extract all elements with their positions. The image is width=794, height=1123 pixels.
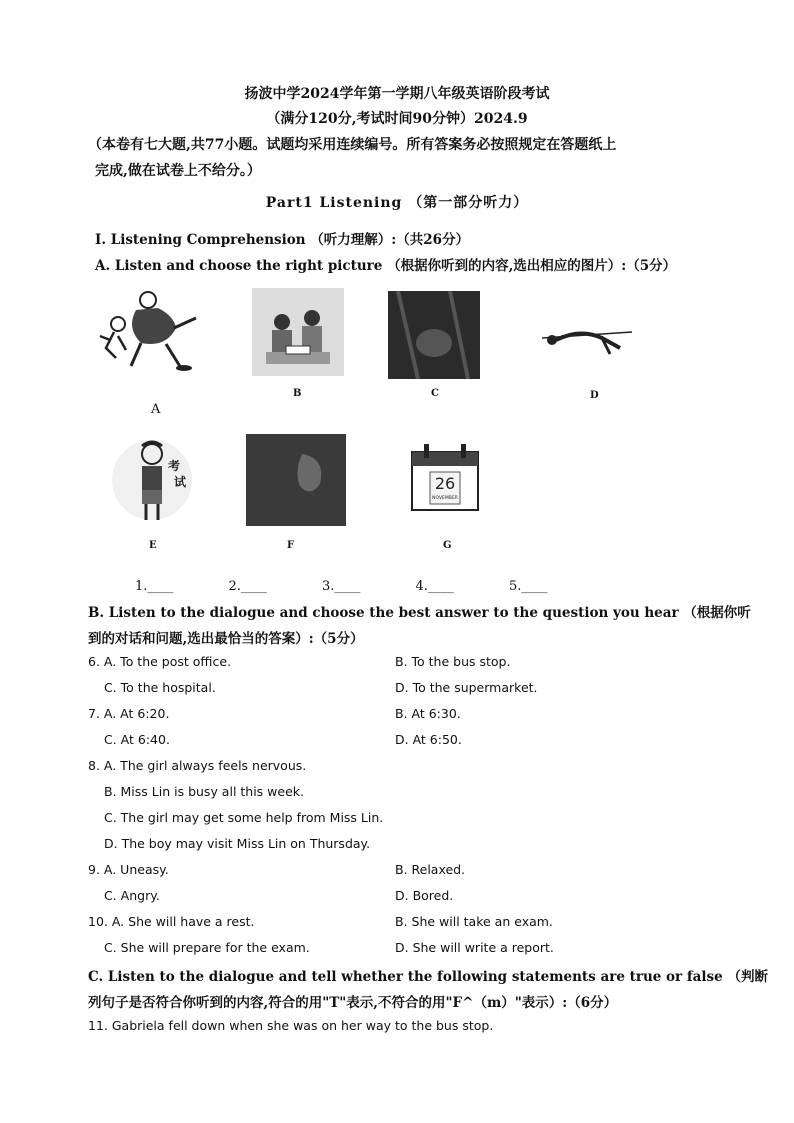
q10-option-d[interactable]: D. She will write a report. (395, 940, 554, 955)
running-chase-icon (96, 288, 206, 373)
picture-f (246, 434, 346, 526)
dark-photo-icon (388, 291, 480, 379)
q10-option-b[interactable]: B. She will take an exam. (395, 914, 553, 929)
q11-statement: 11. Gabriela fell down when she was on her way to the bus stop. (88, 1018, 494, 1033)
picture-c (388, 291, 480, 379)
svg-text:考: 考 (168, 459, 181, 473)
picture-g-label: G (443, 540, 452, 551)
part1-title: Part1 Listening （第一部分听力） (265, 195, 529, 211)
sectionA-title: A. Listen and choose the right picture （根据你听到的内容,选出相应的图片）:（5分） (95, 258, 677, 274)
q9-option-a[interactable]: 9. A. Uneasy. (88, 862, 169, 877)
answer-blank-3[interactable]: 3.____ (322, 579, 361, 594)
dark-photo-icon (246, 434, 346, 526)
answer-blank-1[interactable]: 1.____ (135, 579, 174, 594)
q10-option-c[interactable]: C. She will prepare for the exam. (104, 940, 310, 955)
q8-option-c[interactable]: C. The girl may get some help from Miss Lin. (104, 810, 384, 825)
q8-option-a[interactable]: 8. A. The girl always feels nervous. (88, 758, 307, 773)
answer-blank-5[interactable]: 5.____ (509, 579, 548, 594)
calendar-day: 26 (434, 474, 456, 493)
girl-with-sign-icon (112, 436, 194, 524)
picture-e (112, 436, 194, 524)
picture-a-label: A (151, 402, 161, 417)
section1-title: I. Listening Comprehension （听力理解）:（共26分） (95, 232, 470, 248)
q9-option-b[interactable]: B. Relaxed. (395, 862, 466, 877)
svg-text:试: 试 (174, 475, 187, 489)
picture-b-label: B (293, 388, 302, 399)
high-jump-icon (540, 318, 635, 358)
picture-g (410, 442, 480, 512)
q6-option-a[interactable]: 6. A. To the post office. (88, 654, 232, 669)
students-studying-icon (252, 288, 344, 376)
sectionC-title-1: C. Listen to the dialogue and tell whether the following statements are true or false （判断 (88, 969, 768, 985)
q7-option-d[interactable]: D. At 6:50. (395, 732, 462, 747)
q8-option-d[interactable]: D. The boy may visit Miss Lin on Thursday. (104, 836, 371, 851)
notice-line-1: （本卷有七大题,共77小题。试题均采用连续编号。所有答案务必按照规定在答题纸上 (88, 137, 617, 153)
answer-blank-2[interactable]: 2.____ (228, 579, 267, 594)
picture-a (96, 288, 206, 373)
q6-option-c[interactable]: C. To the hospital. (104, 680, 216, 695)
picture-b (252, 288, 344, 376)
q7-option-b[interactable]: B. At 6:30. (395, 706, 461, 721)
q8-option-b[interactable]: B. Miss Lin is busy all this week. (104, 784, 304, 799)
q7-option-c[interactable]: C. At 6:40. (104, 732, 170, 747)
q9-option-c[interactable]: C. Angry. (104, 888, 160, 903)
sectionC-title-2: 列句子是否符合你听到的内容,符合的用"T"表示,不符合的用"F^（m）"表示）:（6分） (88, 995, 618, 1011)
answer-blank-4[interactable]: 4.____ (415, 579, 454, 594)
notice-line-2: 完成,做在试卷上不给分。） (95, 163, 261, 179)
q10-option-a[interactable]: 10. A. She will have a rest. (88, 914, 255, 929)
picture-d-label: D (590, 390, 599, 401)
picture-d (540, 318, 635, 358)
picture-c-label: C (431, 388, 439, 399)
exam-title: 扬波中学2024学年第一学期八年级英语阶段考试 (244, 86, 550, 102)
picture-f-label: F (287, 540, 295, 551)
q9-option-d[interactable]: D. Bored. (395, 888, 454, 903)
q6-option-d[interactable]: D. To the supermarket. (395, 680, 538, 695)
answer-blanks (135, 575, 597, 594)
picture-e-label: E (149, 540, 157, 551)
q7-option-a[interactable]: 7. A. At 6:20. (88, 706, 170, 721)
calendar-month: NOVEMBER (432, 496, 458, 501)
sectionB-title-1: B. Listen to the dialogue and choose the best answer to the question you hear （根据你听 (88, 605, 751, 621)
q6-option-b[interactable]: B. To the bus stop. (395, 654, 511, 669)
sectionB-title-2: 到的对话和问题,选出最恰当的答案）:（5分） (88, 631, 364, 647)
exam-subtitle: （满分120分,考试时间90分钟）2024.9 (266, 111, 528, 127)
